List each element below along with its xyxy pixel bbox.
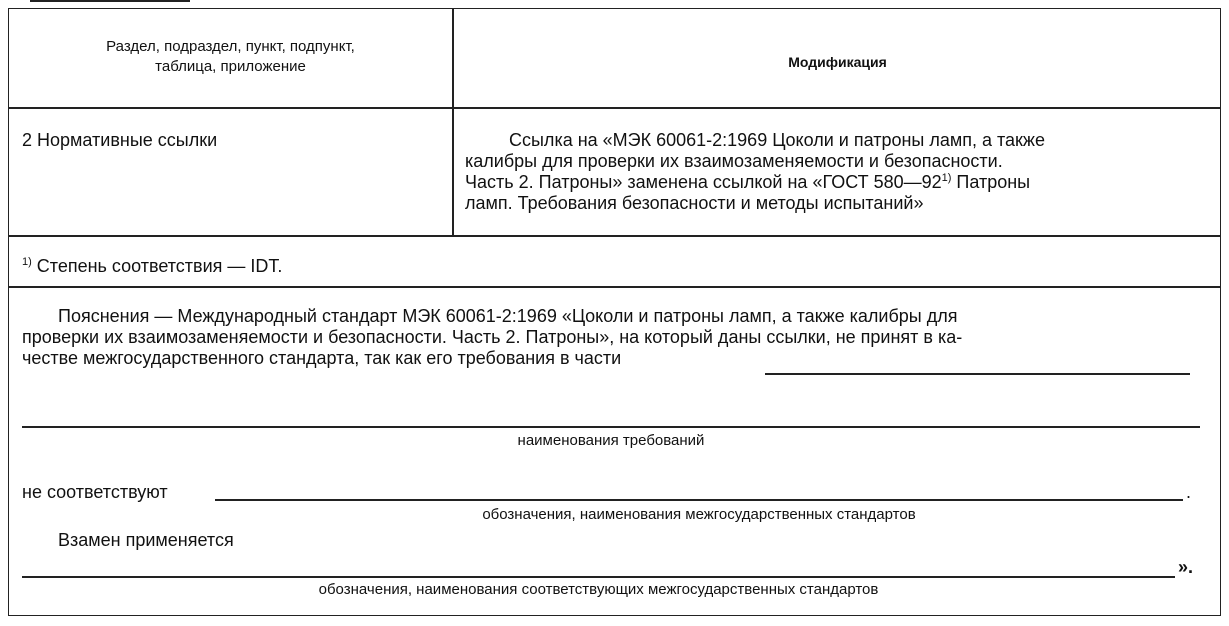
- footnote-divider: [8, 286, 1221, 288]
- header-section-line-2: таблица, приложение: [155, 58, 306, 75]
- footnote-text: [22, 256, 282, 277]
- blank-requirements-part-1: [765, 373, 1190, 375]
- modification-cell: [465, 130, 1200, 214]
- header-section-line-1: Раздел, подраздел, пункт, подпункт,: [106, 38, 355, 55]
- blank-requirements-part-2: [22, 426, 1200, 428]
- modification-line-1: Ссылка на «МЭК 60061-2:1969 Цоколи и патроны ламп, а также: [509, 130, 1045, 150]
- column-divider: [452, 8, 454, 236]
- explanation-line-2: проверки их взаимозаменяемости и безопасности. Часть 2. Патроны», на который даны ссылки, не принят в ка-: [22, 327, 963, 347]
- explanation-line-1: Пояснения — Международный стандарт МЭК 60061-2:1969 «Цоколи и патроны ламп, а также калибры для: [58, 306, 958, 326]
- footnote-ref: 1): [941, 172, 952, 184]
- header-modification-label: Модификация: [788, 54, 887, 70]
- section-cell: 2 Нормативные ссылки: [22, 130, 218, 150]
- caption-requirements: наименования требований: [517, 432, 705, 449]
- modification-line-4: ламп. Требования безопасности и методы испытаний»: [465, 193, 924, 213]
- row-divider: [8, 235, 1221, 237]
- modification-line-3: [465, 172, 1200, 193]
- not-conform-label: не соответствуют: [22, 482, 168, 502]
- header-section-label: [9, 37, 452, 77]
- header-divider: [8, 107, 1221, 109]
- footnote-mark: 1): [22, 256, 32, 268]
- caption-corresponding: обозначения, наименования соответствующих межгосударственных стандартов: [318, 581, 879, 598]
- blank-interstate-standards: [215, 499, 1183, 501]
- modification-line-2: калибры для проверки их взаимозаменяемости и безопасности.: [465, 151, 1003, 171]
- explanation-block: [22, 306, 1200, 369]
- blank-corresponding-standards: [22, 576, 1175, 578]
- period: .: [1186, 482, 1192, 502]
- instead-label: Взамен применяется: [58, 530, 234, 550]
- modification-line-3-tail: Патроны: [951, 172, 1031, 192]
- footnote-body: Степень соответствия — IDT.: [31, 256, 283, 276]
- modification-line-3-text: Часть 2. Патроны» заменена ссылкой на «ГОСТ 580—92: [465, 172, 942, 192]
- caption-interstate: обозначения, наименования межгосударственных стандартов: [482, 506, 916, 523]
- explanation-line-3: честве межгосударственного стандарта, так как его требования в части: [22, 348, 622, 368]
- closing-quote: ».: [1178, 557, 1194, 577]
- top-rule-fragment: [30, 0, 190, 2]
